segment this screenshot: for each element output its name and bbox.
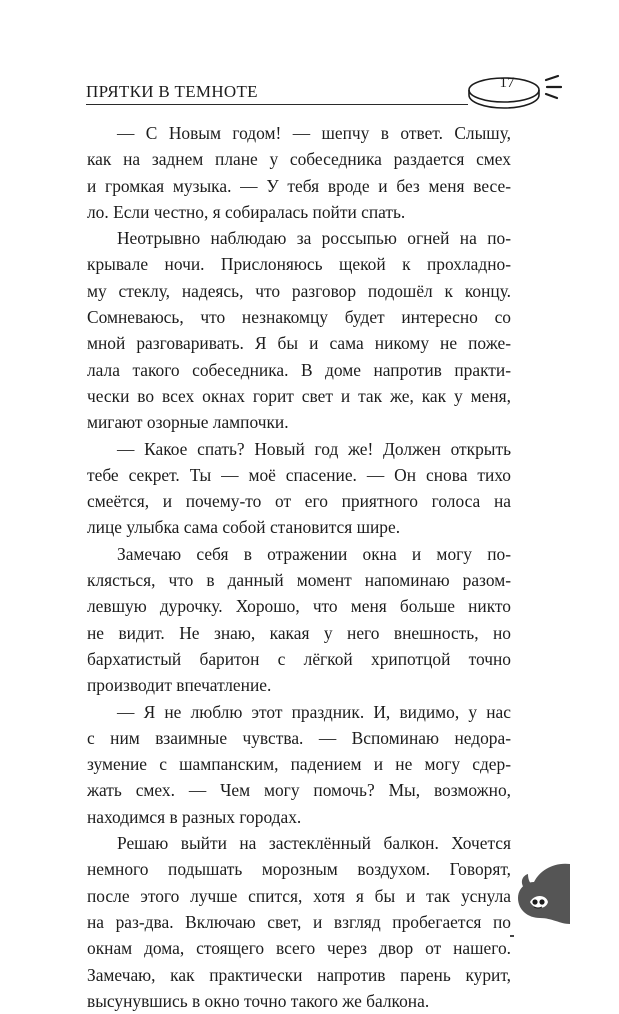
text-line: клясться, что в данный момент напоминаю разом- — [87, 570, 511, 591]
text-line: лала такого собеседника. В доме напротив практи- — [87, 359, 511, 380]
text-line: высунувшись в окно точно такого же балкона. — [87, 990, 430, 1011]
text-line: находимся в разных городах. — [87, 806, 302, 827]
text-line: — С Новым годом! — шепчу в ответ. Слышу, — [117, 123, 511, 143]
text-line: бархатистый баритон с лёгкой хрипотцой точно — [87, 648, 511, 669]
text-line: Сомневаюсь, что незнакомцу будет интересно со — [87, 307, 511, 328]
text-line: Неотрывно наблюдаю за россыпью огней на по- — [117, 228, 511, 249]
text-line: Замечаю, как практически напротив парень курит, — [87, 964, 511, 985]
text-line: не видит. Не знаю, какая у него внешность, но — [87, 622, 511, 643]
peeking-cat-icon — [510, 858, 570, 928]
text-line: после этого лучше спится, хотя я бы и так уснула — [87, 885, 511, 906]
text-line: крывале ночи. Прислоняюсь щекой к прохладно- — [87, 254, 511, 275]
body-text — [87, 120, 511, 1014]
text-line: и громкая музыка. — У тебя вроде и без меня весе- — [87, 175, 511, 196]
text-line: мигают озорные лампочки. — [87, 412, 289, 433]
text-line: лице улыбка сама собой становится шире. — [87, 517, 401, 538]
text-line: окнам дома, стоящего всего через двор от нашего. — [87, 938, 511, 959]
text-line: Замечаю себя в отражении окна и могу по- — [117, 543, 511, 564]
text-line: производит впечатление. — [87, 675, 272, 696]
text-line: — Какое спать? Новый год же! Должен открыть — [117, 438, 511, 459]
page-header — [86, 75, 560, 112]
text-line: чески во всех окнах горит свет и так же, как у меня, — [87, 385, 511, 406]
text-line: левшую дурочку. Хорошо, что меня больше никто — [87, 596, 511, 617]
text-line: немного подышать морозным воздухом. Говорят, — [87, 859, 511, 880]
text-line: мной разговаривать. Я бы и сама никому не поже- — [87, 333, 511, 354]
text-line: зумение с шампанским, падением и не могу сдер- — [87, 754, 511, 775]
text-line: смеётся, и почему-то от его приятного голоса на — [87, 491, 511, 512]
text-line: с ним взаимные чувства. — Вспоминаю недора- — [87, 727, 511, 748]
text-line: тебе секрет. Ты — моё спасение. — Он снова тихо — [87, 464, 511, 485]
text-line: на раз-два. Включаю свет, и взгляд пробегается по — [87, 911, 511, 932]
text-line: ло. Если честно, я собиралась пойти спать. — [87, 201, 406, 222]
text-line: жать смех. — Чем могу помочь? Мы, возможно, — [87, 780, 511, 801]
text-line: му стеклу, надеясь, что разговор подошёл к концу. — [87, 280, 511, 301]
text-line: Решаю выйти на застеклённый балкон. Хочется — [117, 833, 511, 854]
page-number: 17 — [499, 75, 515, 91]
text-line: как на заднем плане у собеседника раздается смех — [87, 149, 511, 170]
header-rule — [86, 104, 468, 105]
footer-mark — [510, 935, 514, 937]
running-title: ПРЯТКИ В ТЕМНОТЕ — [86, 82, 258, 101]
text-line: — Я не люблю этот праздник. И, видимо, у нас — [117, 701, 511, 722]
